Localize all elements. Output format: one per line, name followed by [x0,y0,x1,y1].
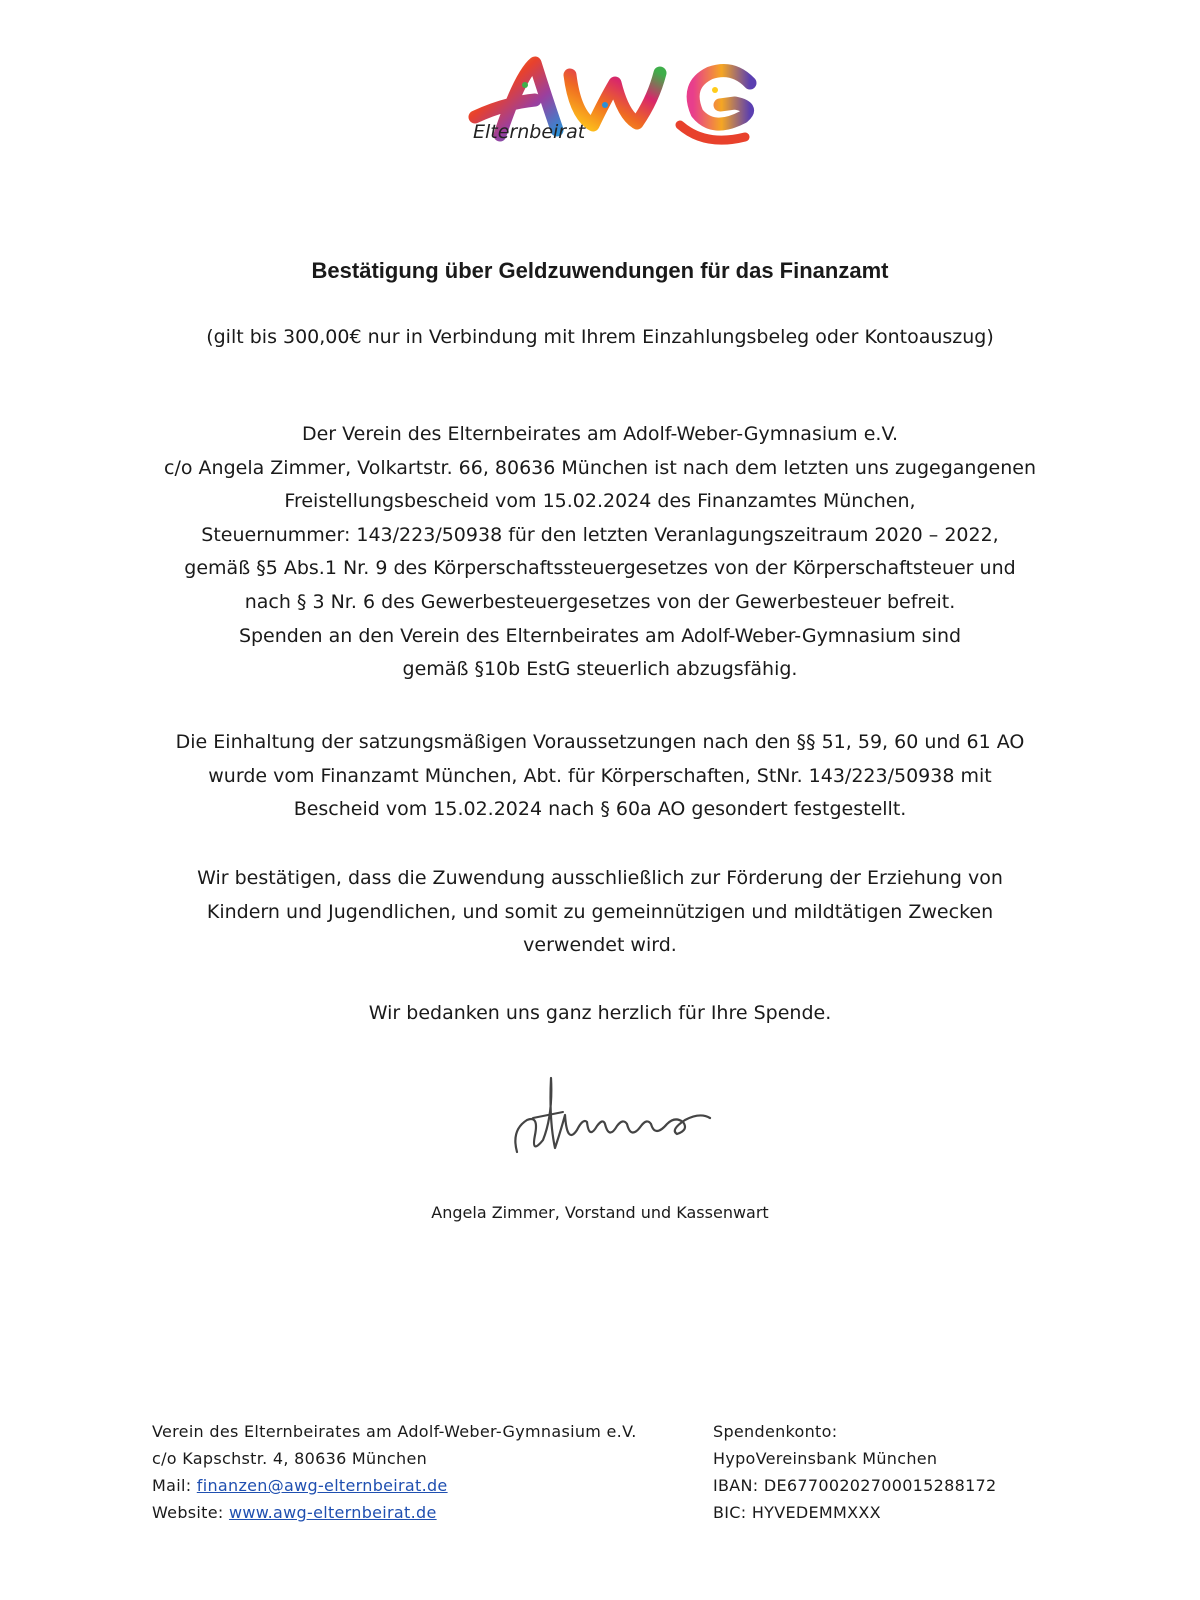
signature [505,1060,720,1170]
signer-name: Angela Zimmer, Vorstand und Kassenwart [431,1203,769,1222]
handwritten-signature [505,1060,720,1170]
footer-org-name: Verein des Elternbeirates am Adolf-Weber-Gymnasium e.V. [152,1422,637,1441]
mail-link[interactable]: finanzen@awg-elternbeirat.de [196,1476,448,1495]
bank-name: HypoVereinsbank München [713,1449,938,1468]
footer-address: c/o Kapschstr. 4, 80636 München [152,1449,428,1468]
text-line: c/o Angela Zimmer, Volkartstr. 66, 80636 München ist nach dem letzten uns zugegangenen [164,456,1036,479]
bank-account-heading: Spendenkonto: [713,1422,838,1441]
text-line: Der Verein des Elternbeirates am Adolf-Weber-Gymnasium e.V. [301,423,899,445]
website-label: Website: [152,1503,229,1522]
text-line: verwendet wird. [523,934,677,957]
footer-website-row [152,1499,637,1526]
text-line: gemäß §10b EstG steuerlich abzugsfähig. [402,658,798,681]
text-line: Freistellungsbescheid vom 15.02.2024 des Finanzamtes München, [284,490,916,513]
bank-iban: IBAN: DE67700202700015288172 [713,1476,997,1495]
text-line: Die Einhaltung der satzungsmäßigen Voraussetzungen nach den §§ 51, 59, 60 und 61 AO [175,731,1025,753]
bank-bic: BIC: HYVEDEMMXXX [713,1503,881,1522]
logo-caption: Elternbeirat [473,121,586,143]
paragraph-statute-compliance [100,726,1100,827]
text-line: Kindern und Jugendlichen, und somit zu gemeinnützigen und mildtätigen Zwecken [206,900,994,923]
footer-mail-row [152,1472,637,1499]
footer-bank-account [713,1418,997,1526]
text-line: nach § 3 Nr. 6 des Gewerbesteuergesetzes von der Gewerbesteuer befreit. [244,590,956,613]
paragraph-tax-exemption [100,418,1100,687]
text-line: Steuernummer: 143/223/50938 für den letzten Veranlagungszeitraum 2020 – 2022, [201,523,999,546]
text-line: Spenden an den Verein des Elternbeirates am Adolf-Weber-Gymnasium sind [238,624,962,647]
text-line: Wir bedanken uns ganz herzlich für Ihre Spende. [368,1002,832,1024]
text-line: Wir bestätigen, dass die Zuwendung ausschließlich zur Förderung der Erziehung von [197,867,1003,889]
logo [465,55,775,155]
text-line: wurde vom Finanzamt München, Abt. für Körperschaften, StNr. 143/223/50938 mit [208,764,992,787]
website-link[interactable]: www.awg-elternbeirat.de [228,1503,437,1522]
paragraph-purpose [100,862,1100,963]
mail-label: Mail: [152,1476,197,1495]
text-line: Bescheid vom 15.02.2024 nach § 60a AO gesondert festgestellt. [293,798,907,821]
footer-organization [152,1418,637,1526]
paragraph-thanks [100,997,1100,1031]
document-title: Bestätigung über Geldzuwendungen für das Finanzamt [311,258,889,283]
document-subtitle: (gilt bis 300,00€ nur in Verbindung mit Ihrem Einzahlungsbeleg oder Kontoauszug) [206,326,994,348]
text-line: gemäß §5 Abs.1 Nr. 9 des Körperschaftssteuergesetzes von der Körperschaftsteuer und [184,557,1016,580]
